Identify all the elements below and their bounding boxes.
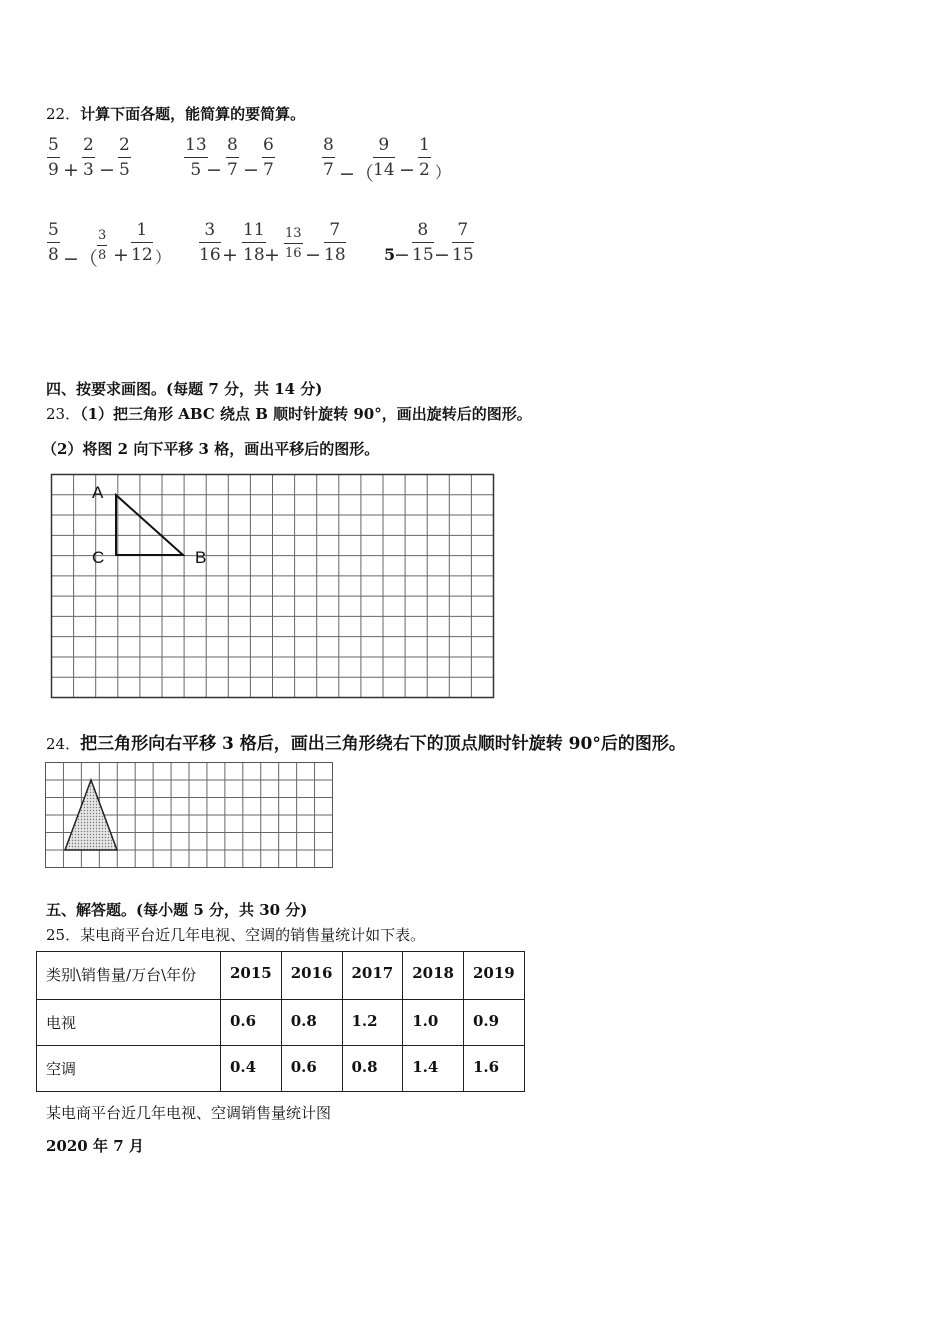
fraction: 5 8 (48, 220, 59, 265)
table-cell: 1.0 (403, 1000, 464, 1046)
fraction: 11 18 (243, 220, 265, 265)
operator: + (113, 244, 129, 266)
q22-text: 计算下面各题，能简算的要简算。 (80, 105, 306, 123)
q24-text: 把三角形向右平移 3 格后，画出三角形绕右下的顶点顺时针旋转 90°后的图形。 (80, 734, 686, 754)
label-b: B (195, 548, 207, 567)
q24-number: 24． (46, 735, 81, 753)
q23-part1 (46, 403, 532, 424)
q25-heading (46, 924, 425, 945)
fraction: 2 5 (119, 135, 130, 180)
fraction: 2 3 (83, 135, 94, 180)
q24-grid-figure (44, 761, 336, 871)
operator: − (394, 244, 410, 266)
caption-date: 2020 年 7 月 (46, 1137, 144, 1155)
chart-caption: 某电商平台近几年电视、空调销售量统计图 (46, 1104, 332, 1122)
q23-part2: （2）将图 2 向下平移 3 格，画出平移后的图形。 (42, 440, 380, 458)
triangle-abc (116, 495, 183, 555)
fraction: 5 9 (48, 135, 59, 180)
fraction: 8 15 (412, 220, 434, 265)
table-header-cell: 2015 (221, 952, 282, 1000)
operator: + (63, 159, 79, 181)
table-cell: 0.9 (464, 1000, 525, 1046)
operator: −（ (63, 248, 98, 270)
fraction: 9 14 (373, 135, 395, 180)
table-cell: 1.6 (464, 1046, 525, 1092)
table-cell: 1.2 (342, 1000, 403, 1046)
table-header-cell: 2018 (403, 952, 464, 1000)
q22-number: 22． (46, 105, 81, 123)
table-cell: 0.8 (281, 1000, 342, 1046)
operator: + (222, 244, 238, 266)
q23-number: 23． (46, 405, 81, 423)
fraction: 8 7 (227, 135, 238, 180)
table-cell: 0.4 (221, 1046, 282, 1092)
table-header-cell: 类别\销售量/万台\年份 (37, 952, 221, 1000)
section-4-title: 四、按要求画图。(每题 7 分，共 14 分) (46, 380, 323, 398)
fraction: 3 8 (98, 228, 107, 263)
fraction: 7 15 (452, 220, 474, 265)
fraction: 8 7 (323, 135, 334, 180)
close-paren: ） (435, 163, 452, 182)
table-cell: 0.6 (221, 1000, 282, 1046)
q25-number: 25． (46, 926, 81, 944)
fraction: 1 12 (131, 220, 153, 265)
label-a: A (92, 483, 104, 502)
fraction: 13 5 (185, 135, 207, 180)
table-row (37, 1000, 525, 1046)
integer: 5 (384, 245, 396, 264)
table-cell: 电视 (37, 1000, 221, 1046)
q24-heading (46, 729, 686, 754)
table-header-cell: 2019 (464, 952, 525, 1000)
section-5-title: 五、解答题。(每小题 5 分，共 30 分) (46, 901, 308, 919)
operator: − (305, 244, 321, 266)
q23-part1-text: （1）把三角形 ABC 绕点 B 顺时针旋转 90°，画出旋转后的图形。 (80, 405, 532, 423)
table-header-cell: 2016 (281, 952, 342, 1000)
q22-heading (46, 103, 305, 124)
operator: −（ (339, 163, 374, 185)
label-c: C (92, 548, 105, 567)
q25-text: 某电商平台近几年电视、空调的销售量统计如下表。 (80, 926, 426, 944)
table-header-row (37, 952, 525, 1000)
table-cell: 空调 (37, 1046, 221, 1092)
q23-grid-figure (48, 471, 498, 701)
operator: + (264, 244, 280, 266)
fraction: 7 18 (324, 220, 346, 265)
operator: − (206, 159, 222, 181)
fraction: 13 16 (285, 226, 302, 261)
operator: − (434, 244, 450, 266)
table-cell: 1.4 (403, 1046, 464, 1092)
operator: − (399, 159, 415, 181)
close-paren: ） (155, 248, 172, 267)
table-row (37, 1046, 525, 1092)
table-cell: 0.8 (342, 1046, 403, 1092)
table-header-cell: 2017 (342, 952, 403, 1000)
fraction: 3 16 (199, 220, 221, 265)
operator: − (99, 159, 115, 181)
table-cell: 0.6 (281, 1046, 342, 1092)
fraction: 1 2 (419, 135, 430, 180)
fraction: 6 7 (263, 135, 274, 180)
sales-table (36, 951, 525, 1092)
operator: − (243, 159, 259, 181)
grid-lines (52, 475, 494, 698)
